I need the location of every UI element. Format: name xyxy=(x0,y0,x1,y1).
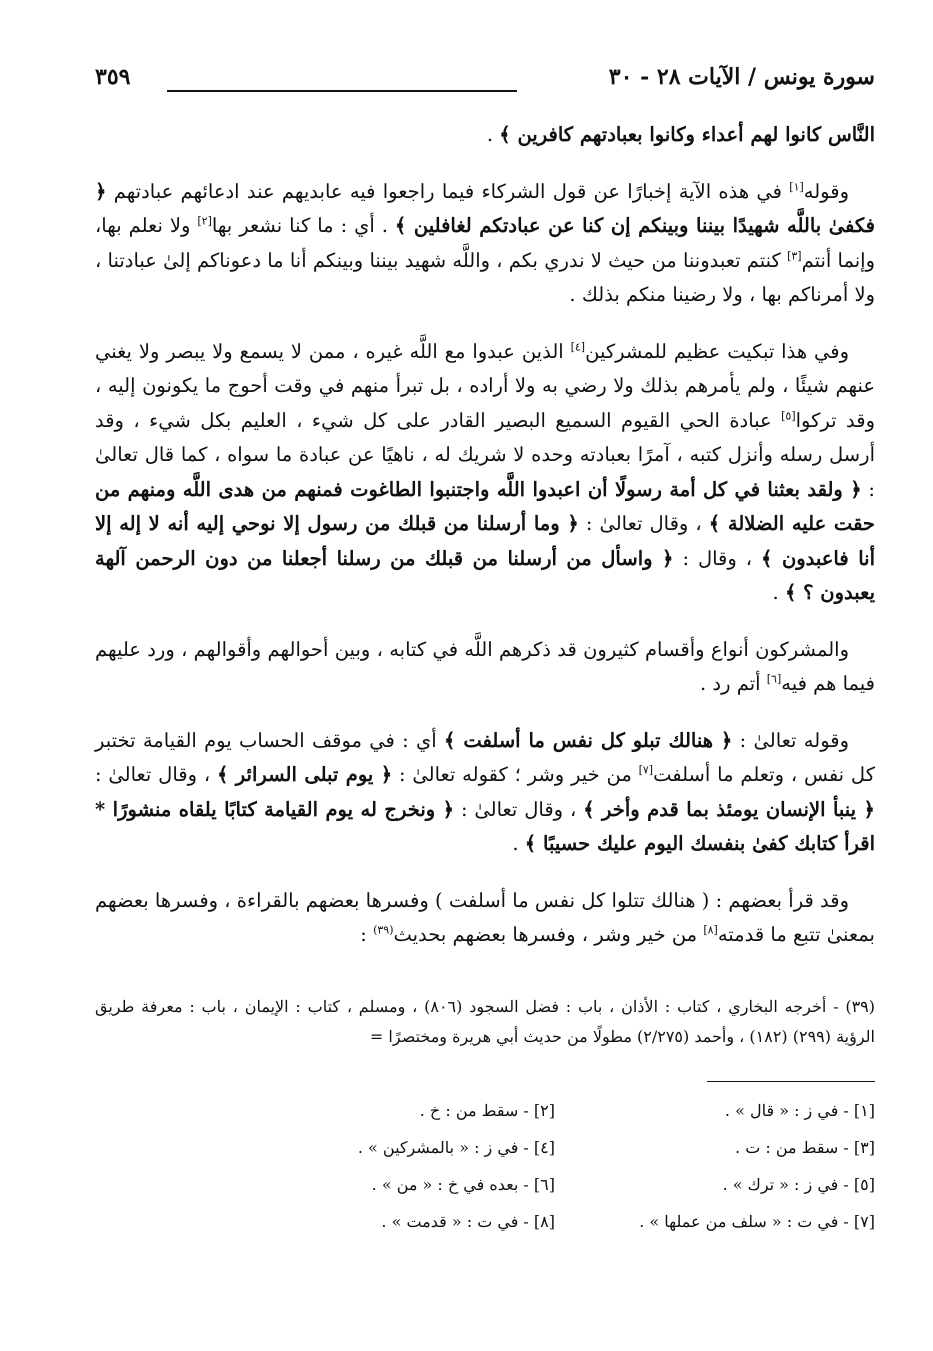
text-run: أتم رد . xyxy=(700,672,767,695)
footnote-2: [٢] - سقط من : خ . xyxy=(419,1101,555,1120)
paragraph-1 xyxy=(95,118,875,153)
text-run: ، وقال : xyxy=(673,546,761,570)
quran-quote: ﴿ فكفىٰ باللَّه شهيدًا بيننا وبينكم إن كنا عن عبادتكم لغافلين ﴾ xyxy=(95,179,875,237)
footnote-marker: [٥] xyxy=(781,409,796,422)
footnote-4: [٤] - في ز : « بالمشركين » . xyxy=(357,1138,555,1157)
page-number: ٣٥٩ xyxy=(95,64,131,90)
text-run: أي : في موقف الحساب يوم القيامة تختبر كل نفس ، وتعلم ما أسلفت xyxy=(95,728,875,786)
footnote-marker: [٦] xyxy=(766,672,782,686)
text-run: وقوله تعالىٰ : xyxy=(732,728,850,752)
quran-quote: ﴿ يوم تبلى السرائر ﴾ xyxy=(216,763,393,786)
footnotes-rule xyxy=(707,1081,875,1082)
quran-quote: ﴿ واسأل من أرسلنا من قبلك من رسلنا أجعلنا من دون الرحمن آلهة يعبدون ؟ ﴾ xyxy=(95,546,875,604)
quran-quote: ﴿ هنالك تبلو كل نفس ما أسلفت ﴾ xyxy=(444,728,733,752)
quran-quote: ﴿ وما أرسلنا من قبلك من رسول إلا نوحي إليه أنه لا إله إلا أنا فاعبدون ﴾ xyxy=(95,512,876,570)
text-run: من خير وشر ، وفسرها بعضهم بحديث xyxy=(393,923,704,946)
paragraph-2 xyxy=(95,175,875,313)
footnote-8: [٨] - في ت : « قدمت » . xyxy=(381,1212,555,1231)
footnote-6: [٦] - بعده في خ : « من » . xyxy=(371,1175,555,1194)
paragraph-4 xyxy=(95,633,875,702)
footnote-marker: [٧] xyxy=(638,763,654,777)
text-run: من خير وشر ؛ كقوله تعالىٰ : xyxy=(392,763,639,786)
text-run: . xyxy=(512,832,525,855)
hadith-reference-text: (٣٩) - أخرجه البخاري ، كتاب : الأذان ، باب : فضل السجود (٨٠٦) ، ومسلم ، كتاب : الإيمان ، باب : معرفة طريق الرؤية (٢٩٩) (١٨٢) ، وأحمد (٢/٢٧٥) مطولًا من حديث أبي هريرة ومختصرًا = xyxy=(95,997,876,1046)
text-run: ، وقال تعالىٰ : xyxy=(454,797,584,821)
paragraph-3 xyxy=(95,335,875,611)
text-run: في هذه الآية إخبارًا عن قول الشركاء فيما راجعوا فيه عابديهم عند ادعائهم عبادتهم xyxy=(106,179,790,203)
text-run: والمشركون أنواع وأقسام كثيرون قد ذكرهم اللَّه في كتابه ، وبين أحوالهم وأقوالهم ، ورد عليهم فيما هم فيه xyxy=(95,637,875,695)
quran-quote: ﴿ ونخرج له يوم القيامة كتابًا يلقاه منشورًا * اقرأ كتابك كفىٰ بنفسك اليوم عليك حسيبًا ﴾ xyxy=(95,797,875,855)
page-header xyxy=(95,58,875,98)
footnotes xyxy=(235,1098,875,1246)
paragraph-5 xyxy=(95,724,875,862)
footnote-5: [٥] - في ز : « ترك » . xyxy=(722,1175,875,1194)
text-run: . xyxy=(772,581,785,604)
text-run: ولا نعلم بها، وإنما أنتم xyxy=(95,214,876,272)
paragraph-6 xyxy=(95,884,875,953)
text-run: . أي : ما كنا نشعر بها xyxy=(211,214,395,237)
quran-quote: ﴿ ينبأ الإنسان يومئذ بما قدم وأخر ﴾ xyxy=(583,797,875,821)
text-run: ، وقال تعالىٰ : xyxy=(95,763,217,786)
footnote-marker: [٨] xyxy=(703,923,718,937)
footnote-marker: [١] xyxy=(789,180,804,193)
quran-quote: ﴿ ولقد بعثنا في كل أمة رسولًا أن اعبدوا اللَّه واجتنبوا الطاغوت فمنهم من هدى اللَّه ومنهم من حقت عليه الضلالة ﴾ xyxy=(95,477,875,535)
footnote-marker: [٤] xyxy=(570,340,586,353)
quran-quote: النَّاس كانوا لهم أعداء وكانوا بعبادتهم كافرين ﴾ xyxy=(499,123,875,146)
hadith-reference xyxy=(95,992,875,1052)
text-run: وفي هذا تبكيت عظيم للمشركين xyxy=(585,339,849,363)
hadith-ref-marker: (٣٩) xyxy=(373,923,394,937)
footnote-marker: [٣] xyxy=(787,249,802,262)
running-title: سورة يونس / الآيات ٢٨ - ٣٠ xyxy=(608,64,875,90)
footnote-3: [٣] - سقط من : ت . xyxy=(735,1138,875,1157)
header-rule xyxy=(167,90,517,92)
text-run: : xyxy=(360,923,374,946)
footnote-marker: [٢] xyxy=(197,214,212,228)
footnote-7: [٧] - في ت : « سلف من عملها » . xyxy=(639,1212,875,1231)
main-text xyxy=(95,118,875,975)
text-run: كنتم تعبدوننا من حيث لا ندري بكم ، واللَّه شهيد بيننا وبينكم أنا ما دعوناكم إلىٰ عبادتنا ، ولا أمرناكم بها ، ولا رضينا منكم بذلك . xyxy=(95,248,875,306)
text-run: وقوله xyxy=(803,179,849,203)
footnote-1: [١] - في ز : « قال » . xyxy=(724,1101,875,1120)
text-run: الذين عبدوا مع اللَّه غيره ، ممن لا يسمع ولا يبصر ولا يغني عنهم شيئًا ، ولم يأمرهم بذلك ولا رضي به ولا أراده ، بل تبرأ منهم في وقت أحوج ما يكونون إليه ، وقد تركوا xyxy=(95,339,875,432)
text-run: عبادة الحي القيوم السميع البصير القادر على كل شيء ، العليم بكل شيء ، وقد أرسل رسله وأنزل كتبه ، آمرًا بعبادته وحده لا شريك له ، ناهيًا عن عبادة ما سواه ، كما قال تعالىٰ : xyxy=(95,408,875,501)
text-run: ، وقال تعالىٰ : xyxy=(578,512,709,535)
text-run: وقد قرأ بعضهم : ( هنالك تتلوا كل نفس ما أسلفت ) وفسرها بعضهم بالقراءة ، وفسرها بعضهم بمعنىٰ تتبع ما قدمته xyxy=(95,888,875,946)
text-run: . xyxy=(486,123,500,146)
